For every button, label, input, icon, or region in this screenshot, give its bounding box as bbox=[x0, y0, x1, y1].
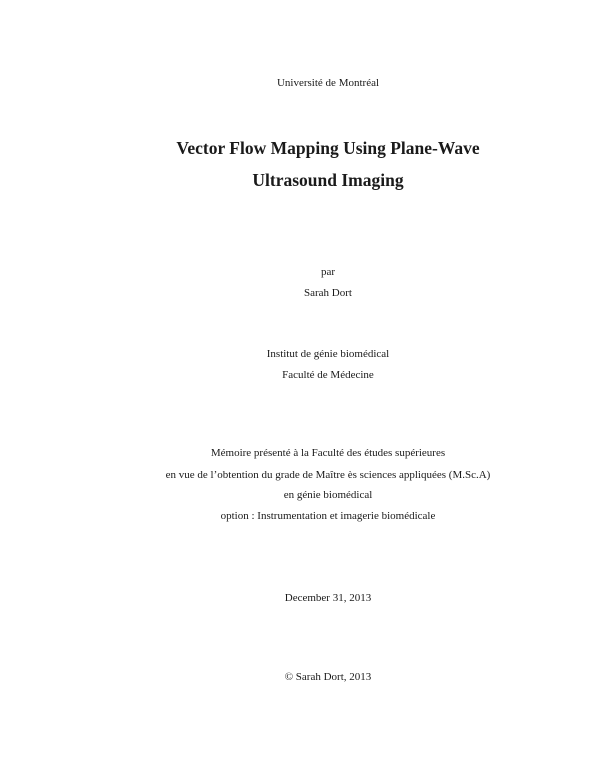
thesis-statement-line-4: option : Instrumentation et imagerie biomédicale bbox=[220, 510, 436, 522]
faculty-name: Faculté de Médecine bbox=[282, 369, 374, 381]
thesis-statement-line-1: Mémoire présenté à la Faculté des études supérieures bbox=[210, 447, 446, 459]
thesis-title-line-2: Ultrasound Imaging bbox=[252, 170, 404, 190]
institute-name: Institut de génie biomédical bbox=[266, 348, 390, 360]
author-name: Sarah Dort bbox=[304, 287, 352, 299]
thesis-statement-line-2: en vue de l’obtention du grade de Maître ès sciences appliquées (M.Sc.A) bbox=[165, 469, 491, 481]
copyright-notice: © Sarah Dort, 2013 bbox=[284, 671, 372, 683]
thesis-statement-line-3: en génie biomédical bbox=[283, 489, 373, 501]
university-name: Université de Montréal bbox=[276, 77, 380, 89]
by-label: par bbox=[320, 266, 336, 278]
thesis-title-line-1: Vector Flow Mapping Using Plane-Wave bbox=[176, 138, 480, 158]
submission-date: December 31, 2013 bbox=[284, 592, 372, 604]
